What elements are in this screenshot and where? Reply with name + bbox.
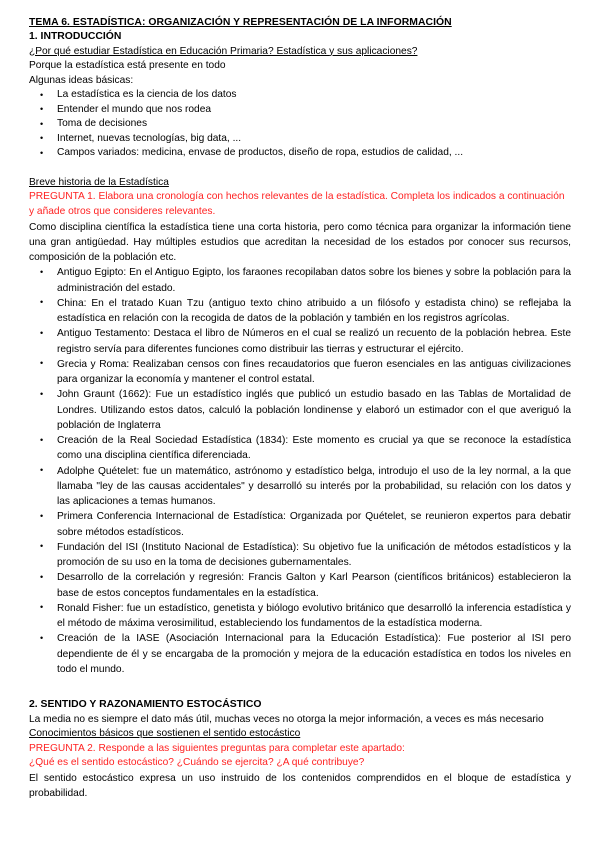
timeline-list	[29, 265, 571, 677]
document-title: TEMA 6. ESTADÍSTICA: ORGANIZACIÓN Y REPRESENTACIÓN DE LA INFORMACIÓN	[29, 17, 452, 28]
section-2-paragraph: La media no es siempre el dato más útil, muchas veces no otorga la mejor información, a veces es más necesario	[29, 713, 544, 725]
list-item-text: • China: En el tratado Kuan Tzu (antiguo texto chino atribuido a un filósofo y estadista chino) se reflejaba la estadística en relación con la recogida de datos de la población y también en los registros agrícolas.	[57, 297, 571, 325]
history-paragraph: Como disciplina científica la estadística tiene una corta historia, pero como técnica para organizar la información tiene una gran antigüedad. Hay múltiples estudios que acreditan la necesidad de los estados por conocer sus recursos, composición de la población etc.	[29, 221, 571, 264]
list-item	[29, 357, 571, 388]
list-item	[29, 387, 571, 433]
spacer	[29, 677, 571, 698]
section-2-answer-paragraph: El sentido estocástico expresa un uso instruido de los contenidos comprendidos en el bloque de estadística y probabilidad.	[29, 772, 571, 799]
list-item	[29, 146, 571, 161]
section-1-heading: 1. INTRODUCCIÓN	[29, 31, 122, 42]
list-item-text: • Desarrollo de la correlación y regresión: Francis Galton y Karl Pearson (científicos británicos) establecieron la base de estos conceptos fundamentales en la estadística.	[57, 572, 571, 599]
list-item-text: Toma de decisiones	[57, 118, 148, 130]
list-item	[29, 601, 571, 632]
list-item	[29, 117, 571, 132]
list-item-text: Campos variados: medicina, envase de productos, diseño de ropa, estudios de calidad, ...	[57, 147, 464, 159]
list-item-text: • Fundación del ISI (Instituto Nacional de Estadística): Su objetivo fue la unificación de métodos estadísticos y la promoción de su uso en la toma de decisiones gubernamentales.	[57, 541, 571, 569]
list-item	[29, 631, 571, 677]
list-item	[29, 433, 571, 464]
list-item	[29, 296, 571, 327]
list-item-text: • Ronald Fisher: fue un estadístico, genetista y biólogo evolutivo británico que desarrolló la inferencia estadística y el método de máxima verosimilitud, estableciendo los fundamentos de la estadística moderna.	[57, 602, 571, 630]
list-item	[29, 540, 571, 571]
list-item-text: • Grecia y Roma: Realizaban censos con fines recaudatorios que fueron esenciales en las antiguas civilizaciones para organizar la economía y mantener el control estatal.	[57, 358, 571, 386]
list-item-text: • Antiguo Egipto: En el Antiguo Egipto, los faraones recopilaban datos sobre los bienes y sobre la población para la administración del estado.	[57, 267, 571, 294]
list-item	[29, 326, 571, 357]
list-item-text: • Creación de la IASE (Asociación Internacional para la Educación Estadística): Fue posterior al ISI pero dependiente de él y se encargaba de la promoción y mejora de la educación estadística en todos los niveles en todo el mundo.	[57, 633, 571, 675]
section-2-subheading: Conocimientos básicos que sostienen el sentido estocástico	[29, 728, 301, 740]
history-heading: Breve historia de la Estadística	[29, 176, 169, 188]
list-item-text: • Primera Conferencia Internacional de Estadística: Organizada por Quételet, se reunieron expertos para debatir sobre métodos estadísticos.	[57, 511, 571, 538]
section-1-question-line: ¿Por qué estudiar Estadística en Educación Primaria? Estadística y sus aplicaciones?	[29, 45, 418, 57]
list-item-text: • Adolphe Quételet: fue un matemático, astrónomo y estadístico belga, introdujo el uso de la ley normal, a la que llamaba "ley de las causas accidentales" y desarrolló su interés por la probabilidad, su relación con los datos y las aplicaciones a temas humanos.	[57, 465, 571, 508]
list-item	[29, 103, 571, 118]
list-item	[29, 464, 571, 510]
list-item	[29, 265, 571, 296]
list-item	[29, 509, 571, 540]
list-item	[29, 570, 571, 601]
section-1-intro-line: Porque la estadística está presente en todo	[29, 60, 226, 71]
list-item	[29, 132, 571, 147]
list-item	[29, 88, 571, 103]
spacer	[29, 161, 571, 176]
list-item-text: • Creación de la Real Sociedad Estadística (1834): Este momento es crucial ya que se reconoce la estadística como una disciplina científica diferenciada.	[57, 435, 571, 462]
list-item-text: Entender el mundo que nos rodea	[57, 103, 212, 115]
pregunta-2-questions: ¿Qué es el sentido estocástico? ¿Cuándo se ejercita? ¿A qué contribuye?	[29, 757, 365, 769]
list-item-text: Internet, nuevas tecnologías, big data, ...	[57, 132, 242, 144]
ideas-list	[29, 88, 571, 161]
pregunta-2: PREGUNTA 2. Responde a las siguientes preguntas para completar este apartado:	[29, 742, 405, 754]
list-item-text: • John Graunt (1662): Fue un estadístico inglés que publicó un estudio basado en las Tablas de Mortalidad de Londres. Utilizando estos datos, calculó la población londinense y elaboró un estimador con el que averiguó la población de Inglaterra	[57, 389, 571, 431]
list-item-text: • Antiguo Testamento: Destaca el libro de Números en el cual se realizó un recuento de la población hebrea. Este registro servía para diferentes funciones como distribuir las tierras y estructurar el ejército.	[57, 328, 571, 355]
pregunta-1: PREGUNTA 1. Elabora una cronología con hechos relevantes de la estadística. Completa los indicados a continuación y añade otros que consideres relevantes.	[29, 191, 565, 218]
list-item-text: La estadística es la ciencia de los datos	[57, 89, 237, 100]
section-2-heading: 2. SENTIDO Y RAZONAMIENTO ESTOCÁSTICO	[29, 699, 262, 711]
ideas-label: Algunas ideas básicas:	[29, 74, 134, 86]
